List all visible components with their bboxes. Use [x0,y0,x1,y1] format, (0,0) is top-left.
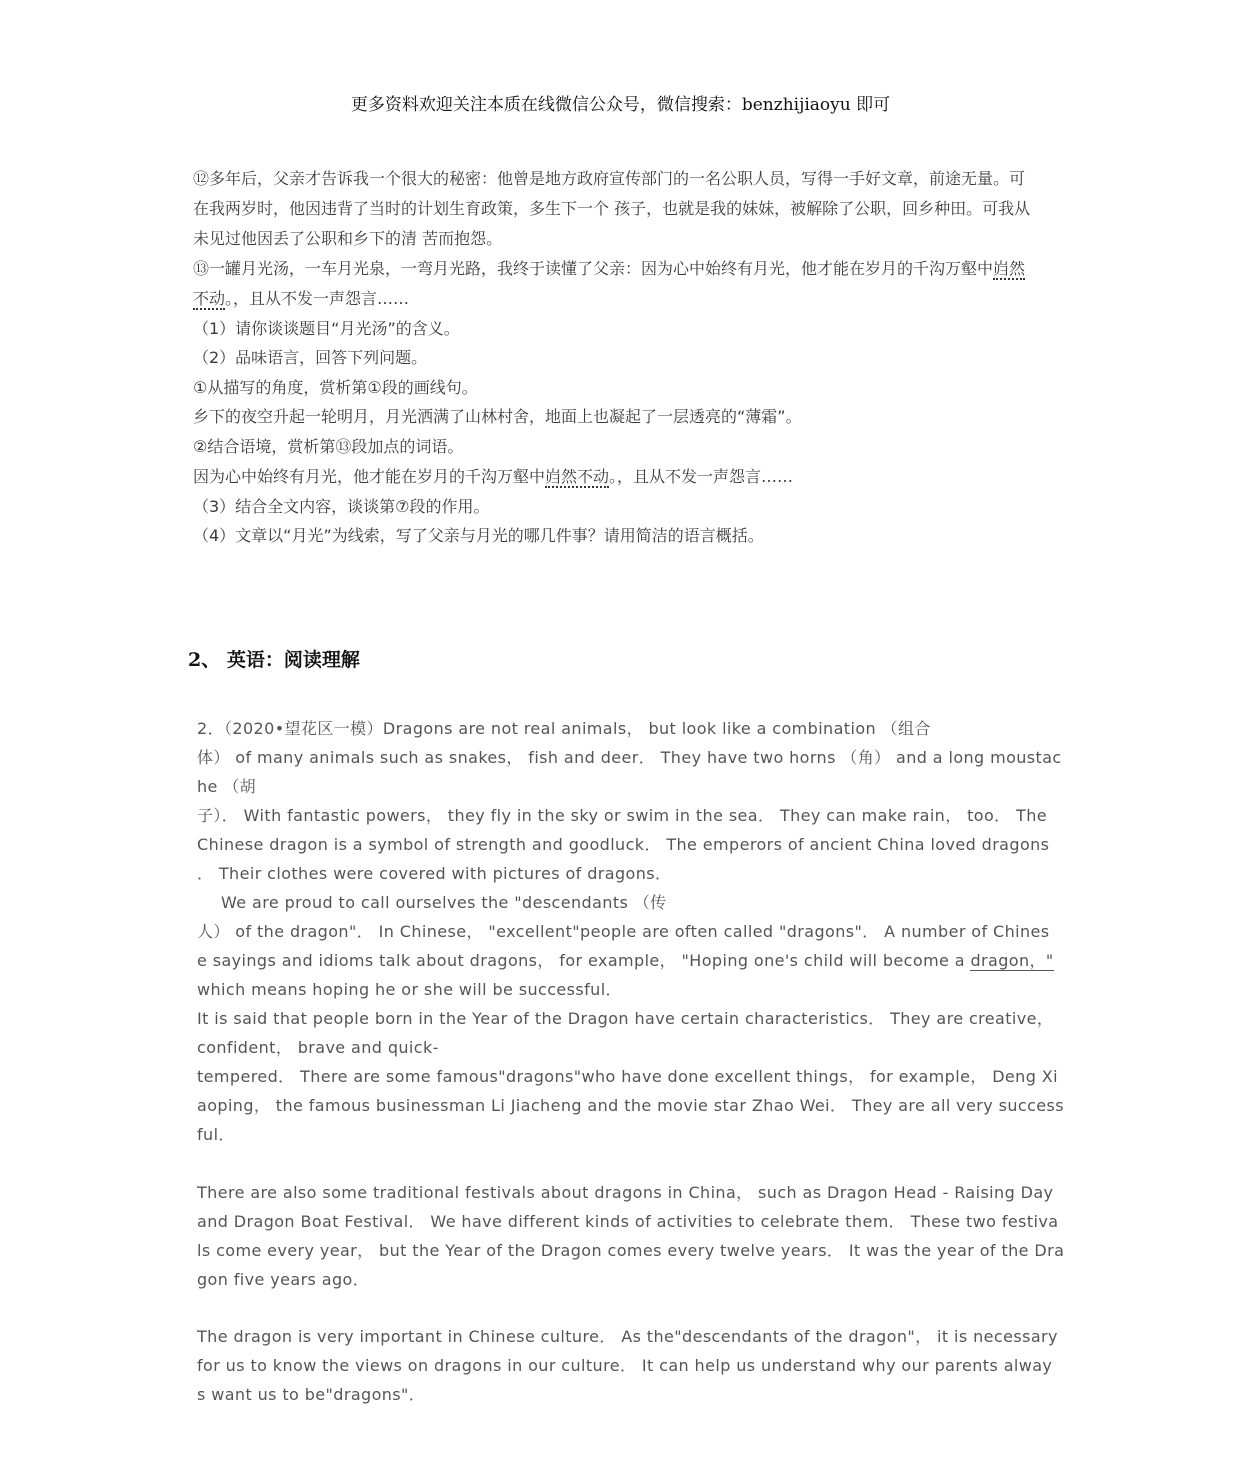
question-2b-sentence [193,464,1133,487]
passage-line: 2．（2020•望花区一模）Dragons are not real animals， but look like a combination （组合 [197,719,931,738]
passage-line: gon five years ago． [197,1270,370,1289]
passage-line: ful． [197,1125,235,1144]
paragraph-13-text: ⑬一罐月光汤，一车月光泉，一弯月光路，我终于读懂了父亲：因为心中始终有月光，他才能在岁月的千沟万壑中 [193,259,994,278]
question-2a: ①从描写的角度，赏析第①段的画线句。 [193,378,478,397]
passage-text: e sayings and idioms talk about dragons， for example， "Hoping one's child will become a [197,951,971,970]
passage-line [197,948,1107,971]
question-2b: ②结合语境，赏析第⑬段加点的词语。 [193,437,464,456]
underlined-phrase: dragon，" [970,951,1054,970]
passage-line: aoping， the famous businessman Li Jiacheng and the movie star Zhao Wei． They are all very success [197,1096,1064,1115]
section-title: 2、 英语：阅读理解 [188,649,360,671]
passage-line: It is said that people born in the Year of the Dragon have certain characteristics． They are creative， [197,1009,1054,1028]
passage-line: Chinese dragon is a symbol of strength and goodluck． The emperors of ancient China loved dragons [197,835,1050,854]
question-2b-sentence-start: 因为心中始终有月光，他才能在岁月的千沟万壑中 [193,467,546,486]
passage-line: for us to know the views on dragons in our culture． It can help us understand why our parents alway [197,1356,1053,1375]
passage-line: which means hoping he or she will be successful． [197,980,622,999]
passage-line: 子）． With fantastic powers， they fly in the sky or swim in the sea． They can make rain， too． The [197,806,1047,825]
chinese-paragraph-13-line-2 [193,286,1133,309]
passage-line: he （胡 [197,777,257,796]
question-2b-sentence-end: 。，且从不发一声怨言…… [609,467,794,486]
passage-line: 体） of many animals such as snakes， fish and deer． They have two horns （角） and a long moustac [197,748,1062,767]
question-4: （4）文章以“月光”为线索，写了父亲与月光的哪几件事？请用简洁的语言概括。 [193,526,764,545]
passage-line: s want us to be"dragons"． [197,1385,426,1404]
passage-line: and Dragon Boat Festival． We have different kinds of activities to celebrate them． These two festiva [197,1212,1059,1231]
passage-line: tempered． There are some famous"dragons"who have done excellent things， for example， Deng Xi [197,1067,1058,1086]
passage-line: There are also some traditional festivals about dragons in China， such as Dragon Head - Raising Day [197,1183,1054,1202]
dotted-word-part-1: 岿然 [993,259,1026,278]
question-2: （2）品味语言，回答下列问题。 [193,348,428,367]
chinese-paragraph-12-line-1: ⑫多年后，父亲才告诉我一个很大的秘密：他曾是地方政府宣传部门的一名公职人员，写得一手好文章，前途无量。可 [193,169,1026,188]
paragraph-13-ending: 。，且从不发一声怨言…… [225,289,410,308]
passage-line: The dragon is very important in Chinese culture． As the"descendants of the dragon"， it is necessary [197,1327,1058,1346]
question-3: （3）结合全文内容，谈谈第⑦段的作用。 [193,497,490,516]
question-2a-sentence: 乡下的夜空升起一轮明月，月光洒满了山林村舍，地面上也凝起了一层透亮的“薄霜”。 [193,407,802,426]
passage-line: We are proud to call ourselves the "descendants （传 [221,893,667,912]
dotted-word: 岿然不动 [545,467,610,486]
chinese-paragraph-12-line-2: 在我两岁时，他因违背了当时的计划生育政策，多生下一个 孩子，也就是我的妹妹，被解除了公职，回乡种田。可我从 [193,199,1031,218]
passage-line: ls come every year， but the Year of the Dragon comes every twelve years． It was the year of the Dra [197,1241,1065,1260]
passage-line: ． Their clothes were covered with pictures of dragons． [197,864,672,883]
passage-line: confident， brave and quick- [197,1038,439,1057]
question-1: （1）请你谈谈题目“月光汤”的含义。 [193,319,460,338]
dotted-word-part-2: 不动 [193,289,226,308]
passage-line: 人） of the dragon"． In Chinese， "excellent"people are often called "dragons"． A number of Chines [197,922,1050,941]
page-header: 更多资料欢迎关注本质在线微信公众号，微信搜索：benzhijiaoyu 即可 [350,95,891,115]
chinese-paragraph-13-line-1 [193,256,1133,279]
chinese-paragraph-12-line-3: 未见过他因丢了公职和乡下的清 苦而抱怨。 [193,229,503,248]
